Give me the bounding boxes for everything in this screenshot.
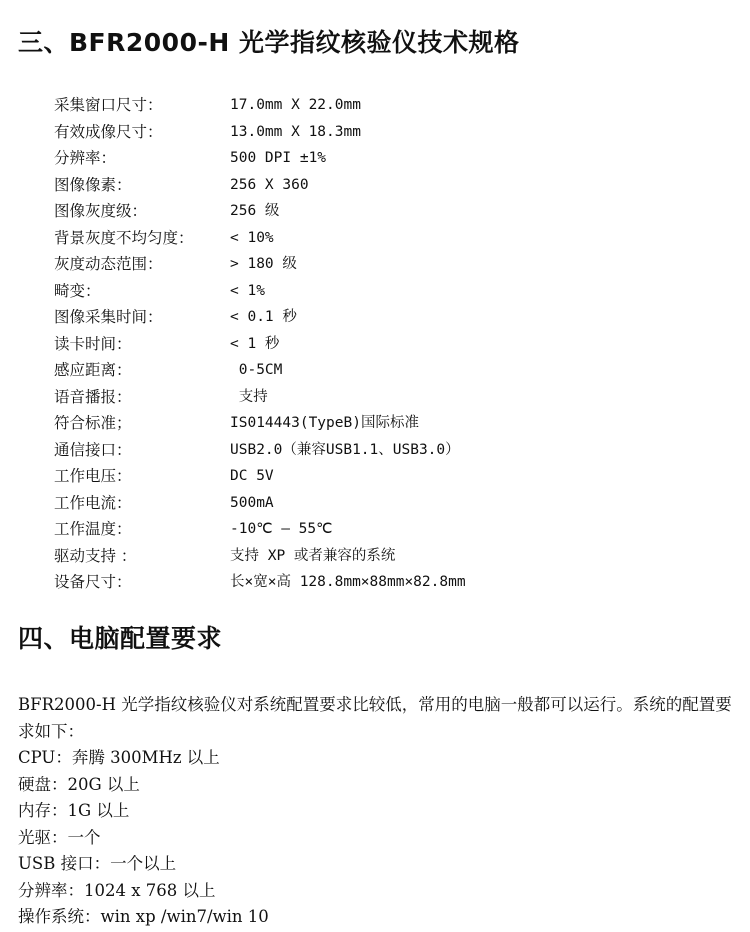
spec-row [54, 331, 734, 358]
spec-label: 图像灰度级： [54, 202, 148, 220]
spec-label: 图像像素： [54, 175, 132, 194]
spec-row [54, 251, 734, 278]
requirement-item: 操作系统：win xp /win7/win 10 [18, 907, 269, 926]
spec-value: 0-5CM [230, 362, 283, 378]
spec-value: -10℃ — 55℃ [230, 521, 333, 537]
spec-label: 畸变： [54, 281, 101, 300]
spec-value: 支持 [230, 388, 268, 405]
spec-label: 灰度动态范围： [54, 255, 163, 273]
spec-row [54, 278, 734, 305]
spec-value: 支持 XP 或者兼容的系统 [230, 547, 396, 564]
spec-label: 感应距离： [54, 361, 132, 379]
spec-value: 17.0mm X 22.0mm [230, 97, 361, 113]
spec-row [54, 569, 734, 596]
spec-row [54, 145, 734, 172]
spec-value: DC 5V [230, 468, 274, 484]
spec-value: USB2.0（兼容USB1.1、USB3.0） [230, 441, 460, 458]
spec-value: 500 DPI ±1% [230, 150, 327, 166]
spec-row [54, 490, 734, 517]
spec-value: 13.0mm X 18.3mm [230, 123, 361, 140]
section-4-title: 四、电脑配置要求 [18, 624, 223, 653]
spec-row [54, 304, 734, 331]
spec-value: < 10% [230, 229, 274, 246]
section-3-title: 三、BFR2000-H 光学指纹核验仪技术规格 [18, 28, 520, 57]
spec-row [54, 516, 734, 543]
spec-label: 图像采集时间： [54, 308, 163, 326]
spec-value: 500mA [230, 494, 274, 511]
requirement-item: 内存：1G 以上 [18, 801, 130, 820]
spec-label: 语音播报： [54, 387, 132, 406]
requirement-item: CPU：奔腾 300MHz 以上 [18, 748, 220, 767]
spec-label: 背景灰度不均匀度： [54, 228, 194, 247]
spec-value: 256 级 [230, 203, 280, 219]
spec-row [54, 437, 734, 464]
spec-row [54, 172, 734, 199]
spec-row [54, 357, 734, 384]
requirements-list [18, 745, 269, 931]
spec-row [54, 225, 734, 252]
spec-value: IS014443(TypeB)国际标准 [230, 415, 419, 431]
spec-label: 设备尺寸： [54, 573, 132, 591]
spec-label: 分辨率： [54, 149, 117, 167]
spec-row [54, 198, 734, 225]
spec-value: 长×宽×高 128.8mm×88mm×82.8mm [230, 574, 466, 590]
spec-value: < 0.1 秒 [230, 309, 297, 325]
spec-row [54, 384, 734, 411]
spec-label: 读卡时间： [54, 334, 132, 353]
spec-label: 采集窗口尺寸： [54, 96, 163, 114]
spec-value: < 1% [230, 282, 265, 299]
spec-row [54, 543, 734, 570]
requirement-item: USB 接口：一个以上 [18, 854, 177, 873]
requirement-item: 硬盘：20G 以上 [18, 774, 140, 794]
spec-list [54, 92, 734, 596]
spec-label: 符合标准； [54, 414, 132, 432]
spec-label: 工作电流： [54, 493, 132, 512]
spec-label: 工作温度： [54, 520, 132, 538]
requirement-item: 光驱：一个 [18, 827, 101, 847]
spec-row [54, 92, 734, 119]
spec-value: < 1 秒 [230, 335, 280, 352]
config-intro-paragraph: BFR2000-H 光学指纹核验仪对系统配置要求比较低，常用的电脑一般都可以运行。系统的配置要求如下： [18, 695, 732, 741]
spec-label: 通信接口： [54, 440, 132, 459]
spec-row [54, 119, 734, 146]
spec-value: 256 X 360 [230, 176, 309, 193]
spec-row [54, 410, 734, 437]
requirement-item: 分辨率：1024 x 768 以上 [18, 880, 216, 900]
spec-row [54, 463, 734, 490]
spec-value: > 180 级 [230, 256, 297, 272]
spec-label: 有效成像尺寸： [54, 122, 163, 141]
spec-label: 驱动支持 ： [54, 546, 137, 565]
spec-label: 工作电压： [54, 467, 132, 485]
